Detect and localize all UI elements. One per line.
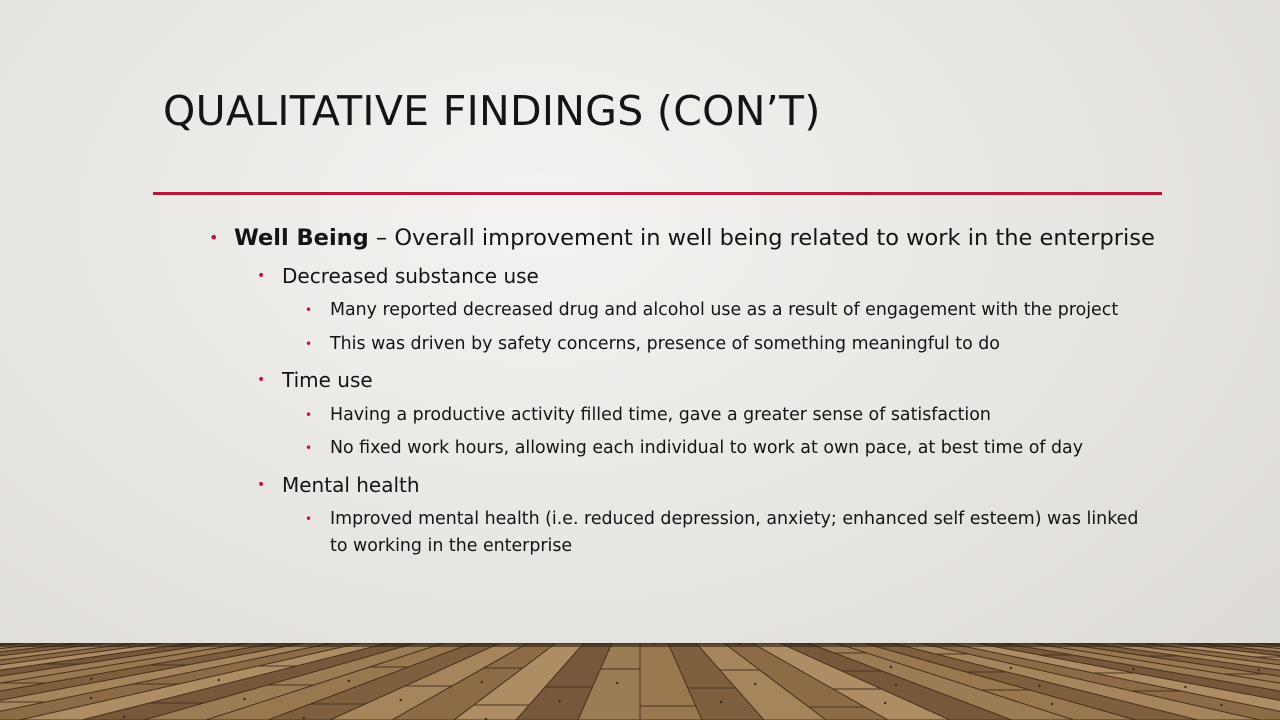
bullet-time-point-1: Having a productive activity filled time, gave a greater sense of satisfaction	[330, 405, 991, 425]
bullet-text: – Overall improvement in well being related to work in the enterprise	[368, 225, 1155, 251]
slide-title: QUALITATIVE FINDINGS (CON’T)	[163, 87, 821, 135]
bullet-marker: •	[305, 512, 313, 526]
bullet-marker: •	[257, 477, 266, 493]
bullet-substance-use: Decreased substance use	[282, 264, 539, 288]
bullet-substance-point-1: Many reported decreased drug and alcohol use as a result of engagement with the project	[330, 300, 1119, 320]
bullet-well-being	[234, 223, 1155, 253]
bullet-marker: •	[257, 372, 266, 388]
bullet-mental-point-line-1: Improved mental health (i.e. reduced depression, anxiety; enhanced self esteem) was linked	[330, 509, 1139, 529]
bullet-marker: •	[257, 268, 266, 284]
bullet-marker: •	[305, 408, 313, 422]
bullet-substance-point-2: This was driven by safety concerns, presence of something meaningful to do	[330, 334, 1000, 354]
bullet-marker: •	[305, 303, 313, 317]
bullet-time-use: Time use	[282, 368, 373, 392]
bullet-time-point-2: No fixed work hours, allowing each individual to work at own pace, at best time of day	[330, 438, 1083, 458]
bullet-mental-point-line-2: to working in the enterprise	[330, 536, 573, 556]
bullet-marker: •	[305, 441, 313, 455]
bullet-mental-health: Mental health	[282, 473, 420, 497]
bullet-term: Well Being	[234, 225, 369, 251]
bullet-marker: •	[209, 228, 219, 247]
title-divider	[153, 192, 1162, 195]
wood-floor-graphic	[0, 643, 1280, 720]
bullet-marker: •	[305, 337, 313, 351]
wood-floor	[0, 643, 1280, 720]
